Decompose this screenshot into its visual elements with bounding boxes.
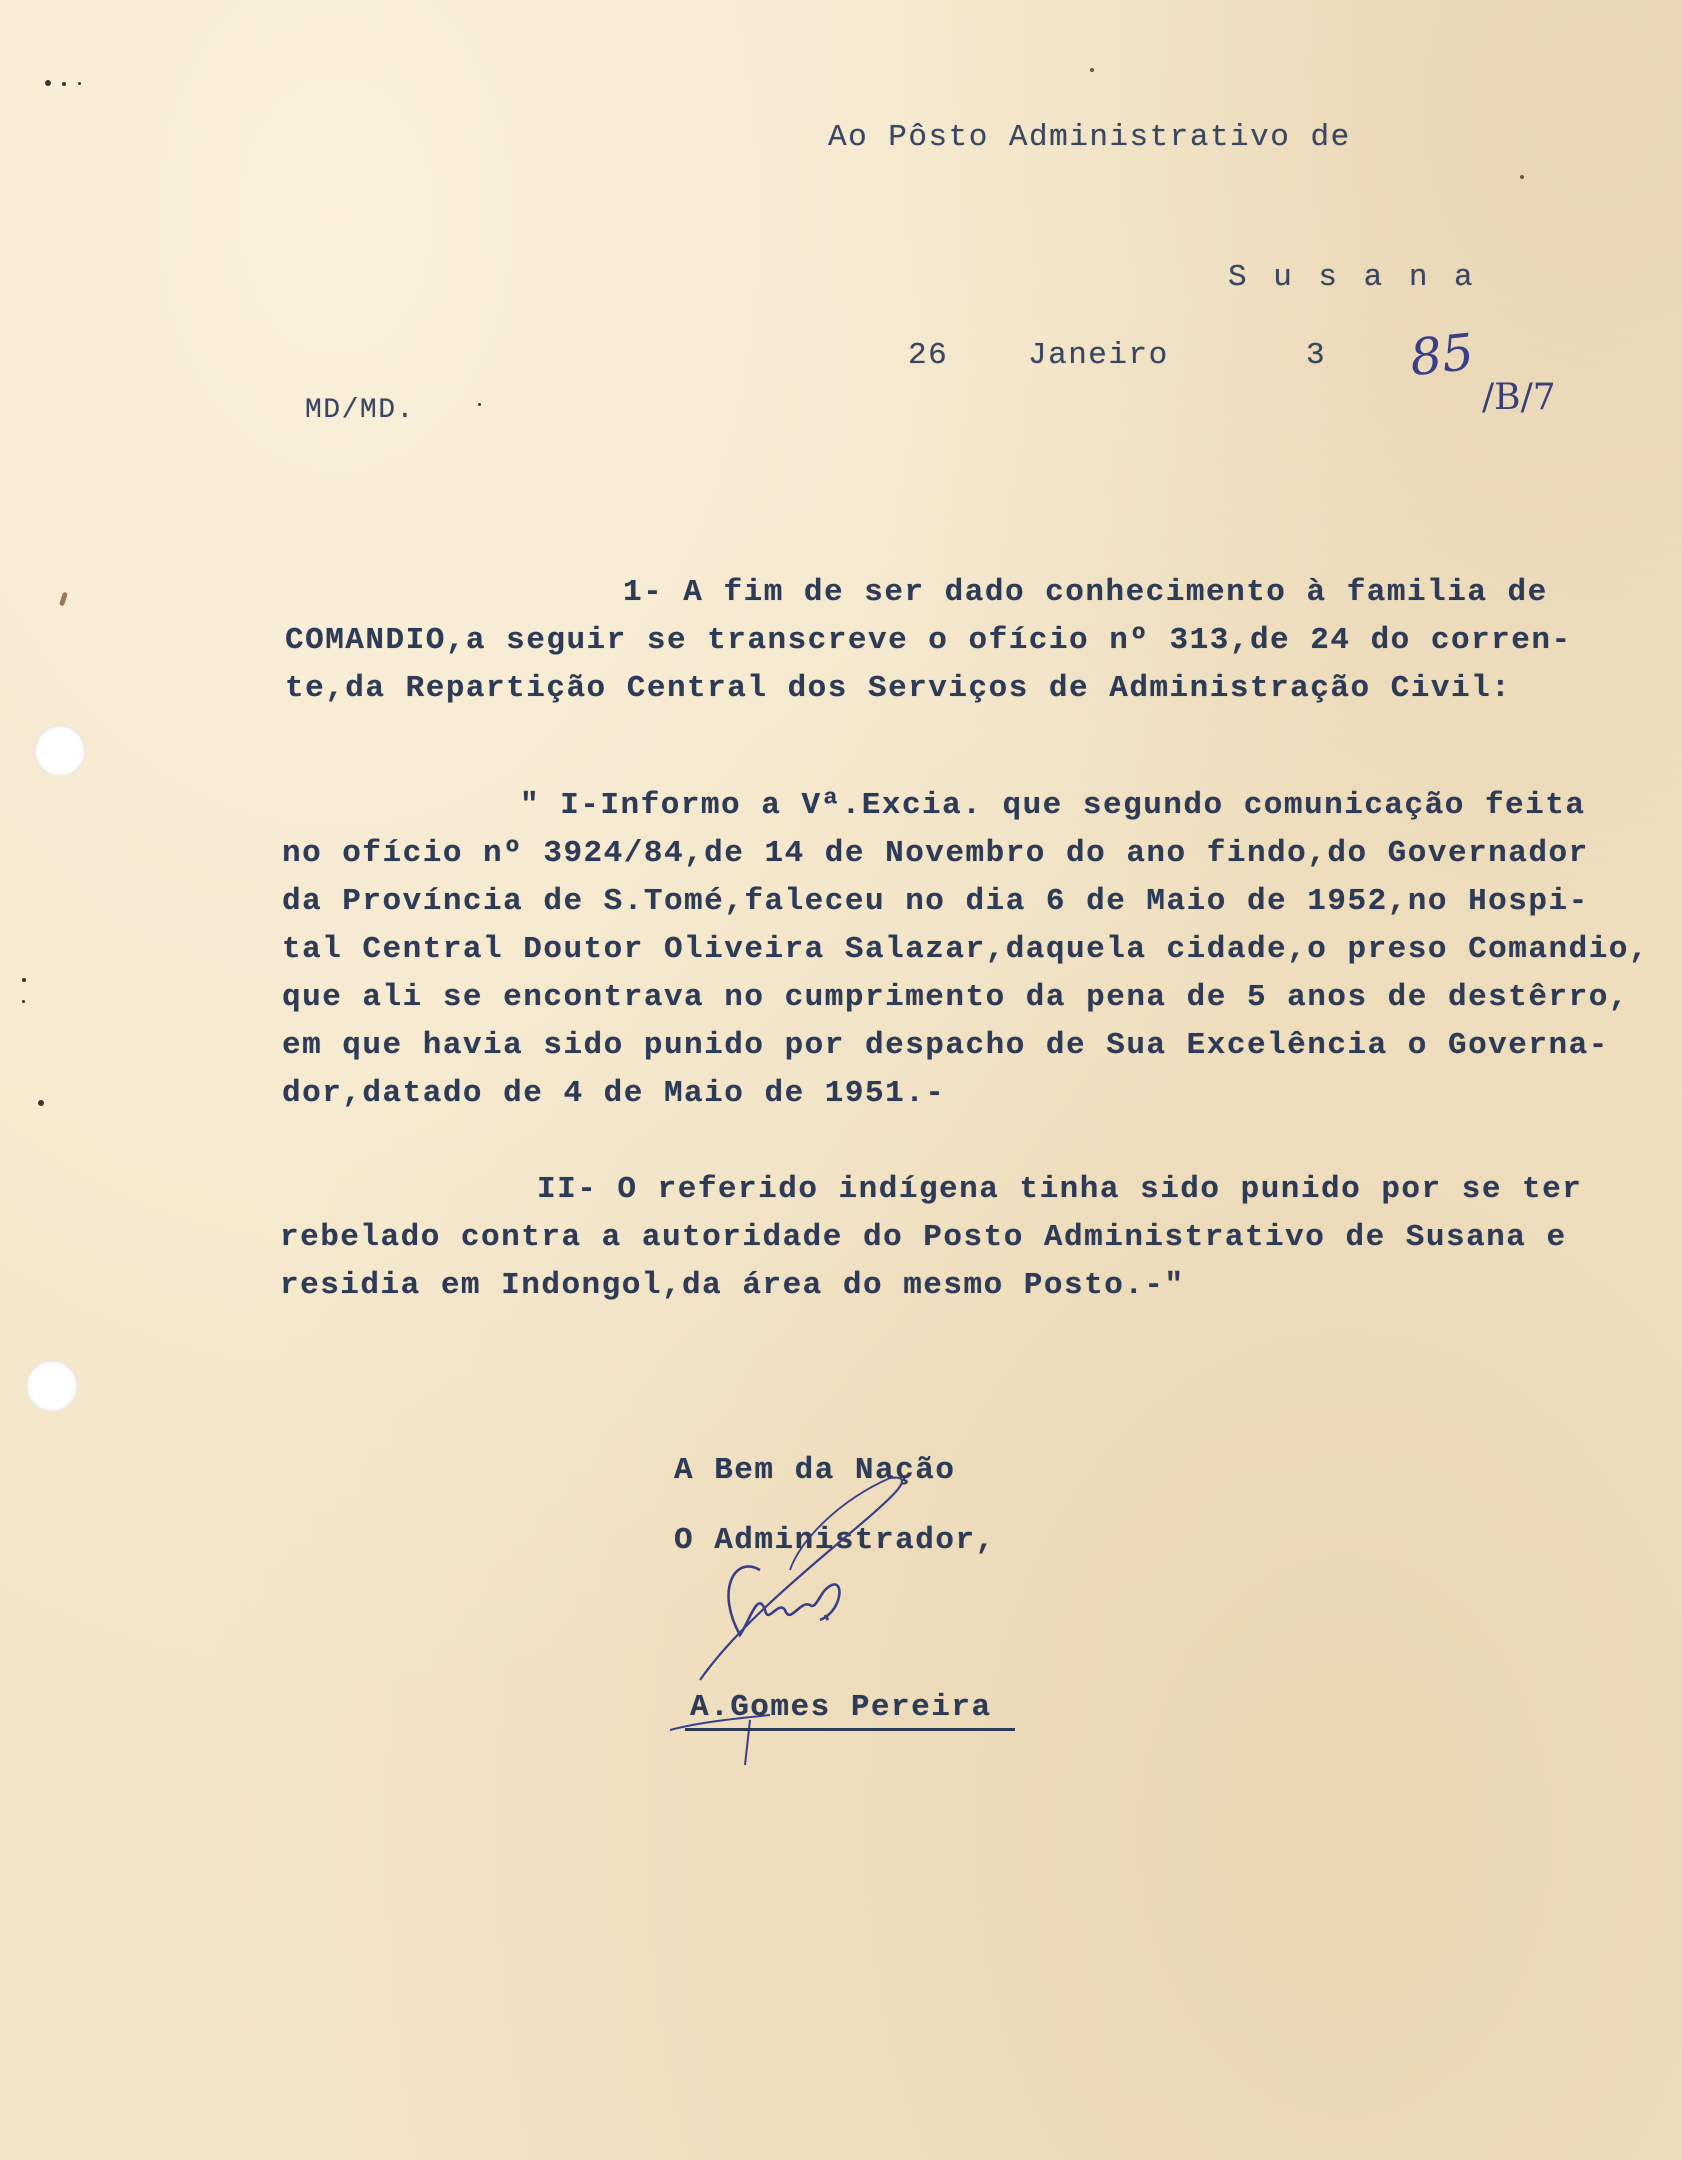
- signature-scribble: [640, 1460, 980, 1780]
- ink-speck: [38, 1100, 44, 1106]
- date-year-prefix: 3: [1306, 338, 1327, 373]
- ink-speck: [45, 80, 51, 86]
- quote-i-line: em que havia sido punido por despacho de Sua Excelência o Governa-: [282, 1028, 1609, 1063]
- ink-speck: [22, 978, 26, 982]
- reference-number-handwritten: 85: [1407, 322, 1477, 388]
- quote-i-line: dor,datado de 4 de Maio de 1951.-: [282, 1076, 946, 1111]
- punch-hole-lower: [26, 1360, 78, 1412]
- addressee-line: Ao Pôsto Administrativo de: [828, 120, 1351, 155]
- quote-ii-line: residia em Indongol,da área do mesmo Posto.-": [280, 1268, 1185, 1303]
- signature-underline: [685, 1728, 1015, 1731]
- ink-speck: [478, 403, 481, 406]
- quote-i-line: que ali se encontrava no cumprimento da pena de 5 anos de destêrro,: [282, 980, 1629, 1015]
- ink-speck: [1090, 68, 1094, 72]
- reference-suffix: /B/7: [1482, 377, 1556, 418]
- date-day: 26: [908, 338, 949, 373]
- ink-speck: [78, 82, 81, 85]
- punch-hole-upper: [34, 725, 86, 777]
- ink-speck: [22, 1000, 25, 1003]
- paragraph-1-line: 1- A fim de ser dado conhecimento à familia de: [623, 575, 1548, 610]
- quote-i-line: no ofício nº 3924/84,de 14 de Novembro do ano findo,do Governador: [282, 836, 1589, 871]
- date-month: Janeiro: [1028, 338, 1169, 373]
- closing-role: O Administrador,: [674, 1523, 996, 1558]
- ink-speck: [59, 592, 68, 607]
- quote-i-line: " I-Informo a Vª.Excia. que segundo comunicação feita: [520, 788, 1586, 823]
- signatory-name: A.Gomes Pereira: [690, 1690, 992, 1725]
- place-name: S u s a n a: [1228, 260, 1477, 295]
- quote-ii-line: II- O referido indígena tinha sido punido por se ter: [537, 1172, 1583, 1207]
- initials: MD/MD.: [305, 395, 415, 426]
- closing-salutation: A Bem da Nação: [674, 1453, 956, 1488]
- quote-ii-line: rebelado contra a autoridade do Posto Administrativo de Susana e: [280, 1220, 1567, 1255]
- ink-speck: [62, 82, 66, 86]
- paragraph-1-line: COMANDIO,a seguir se transcreve o ofício nº 313,de 24 do corren-: [285, 623, 1572, 658]
- quote-i-line: da Província de S.Tomé,faleceu no dia 6 de Maio de 1952,no Hospi-: [282, 884, 1589, 919]
- quote-i-line: tal Central Doutor Oliveira Salazar,daquela cidade,o preso Comandio,: [282, 932, 1650, 967]
- ink-speck: [1520, 175, 1524, 179]
- paragraph-1-line: te,da Repartição Central dos Serviços de Administração Civil:: [285, 671, 1512, 706]
